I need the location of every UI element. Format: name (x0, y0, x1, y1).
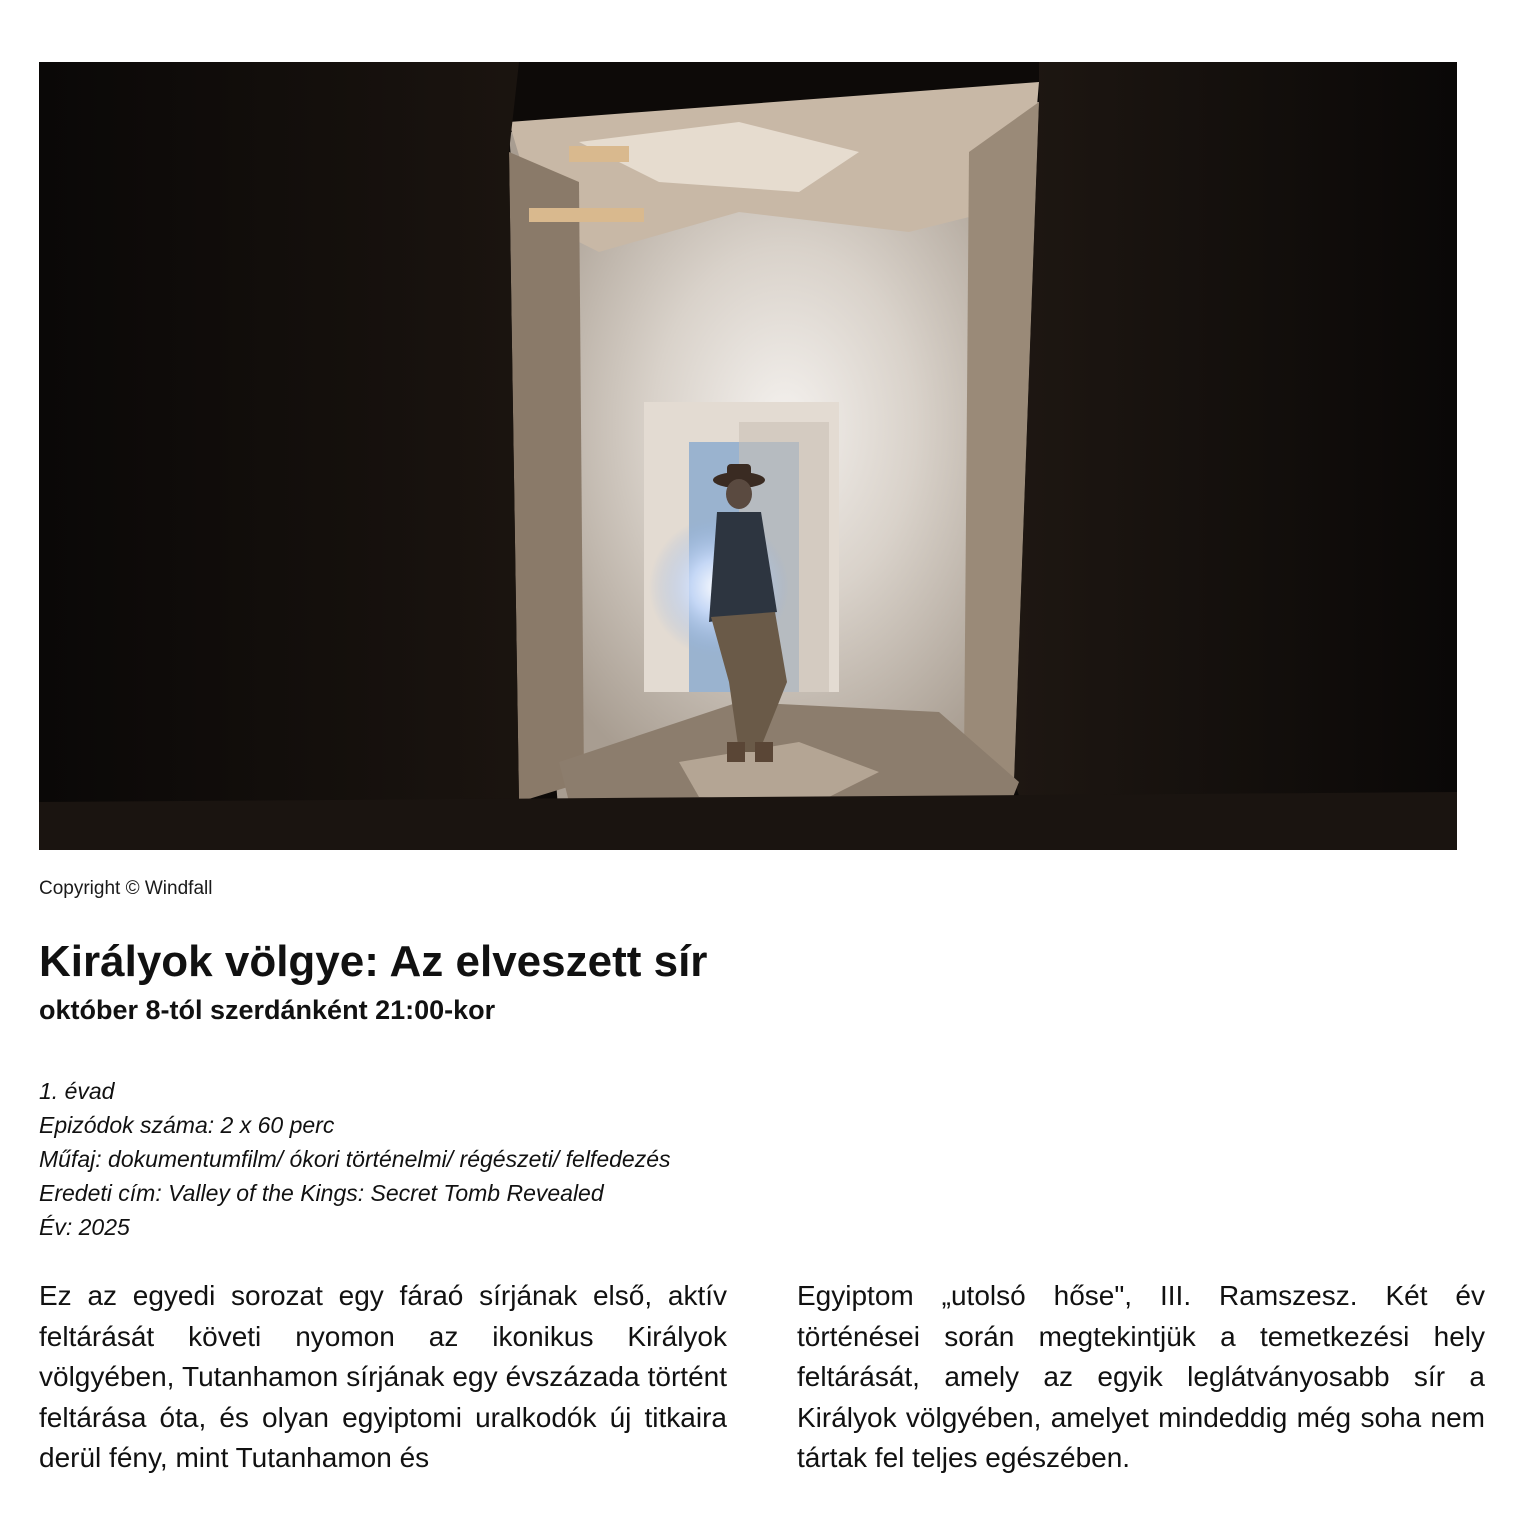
body-text-right-column: Egyiptom „utolsó hőse", III. Ramszesz. Két év történései során megtekintjük a temetkezési hely feltárását, amely az egyik leglátványosabb sír a Királyok völgyében, amelyet mindeddig még soha nem tártak fel teljes egészében. (797, 1280, 1485, 1473)
meta-original-title: Eredeti cím: Valley of the Kings: Secret Tomb Revealed (39, 1180, 604, 1206)
tomb-explorer-photo (39, 62, 1457, 850)
page-title: Királyok völgye: Az elveszett sír (39, 937, 708, 986)
photo-caption: Copyright © Windfall (39, 878, 213, 899)
meta-genre: Műfaj: dokumentumfilm/ ókori történelmi/ régészeti/ felfedezés (39, 1146, 671, 1172)
body-text-left-column: Ez az egyedi sorozat egy fáraó sírjának első, aktív feltárását követi nyomon az ikonikus Királyok völgyében, Tutanhamon sírjának egy évszázada történt feltárása óta, és olyan egyiptomi uralkodók új titkaira derül fény, mint Tutanhamon és (39, 1280, 727, 1473)
program-details (39, 1074, 671, 1244)
meta-year: Év: 2025 (39, 1214, 130, 1240)
broadcast-schedule: október 8-tól szerdánként 21:00-kor (39, 995, 496, 1025)
meta-episodes: Epizódok száma: 2 x 60 perc (39, 1112, 335, 1138)
meta-season: 1. évad (39, 1078, 115, 1104)
photo-illustration (39, 62, 1457, 850)
